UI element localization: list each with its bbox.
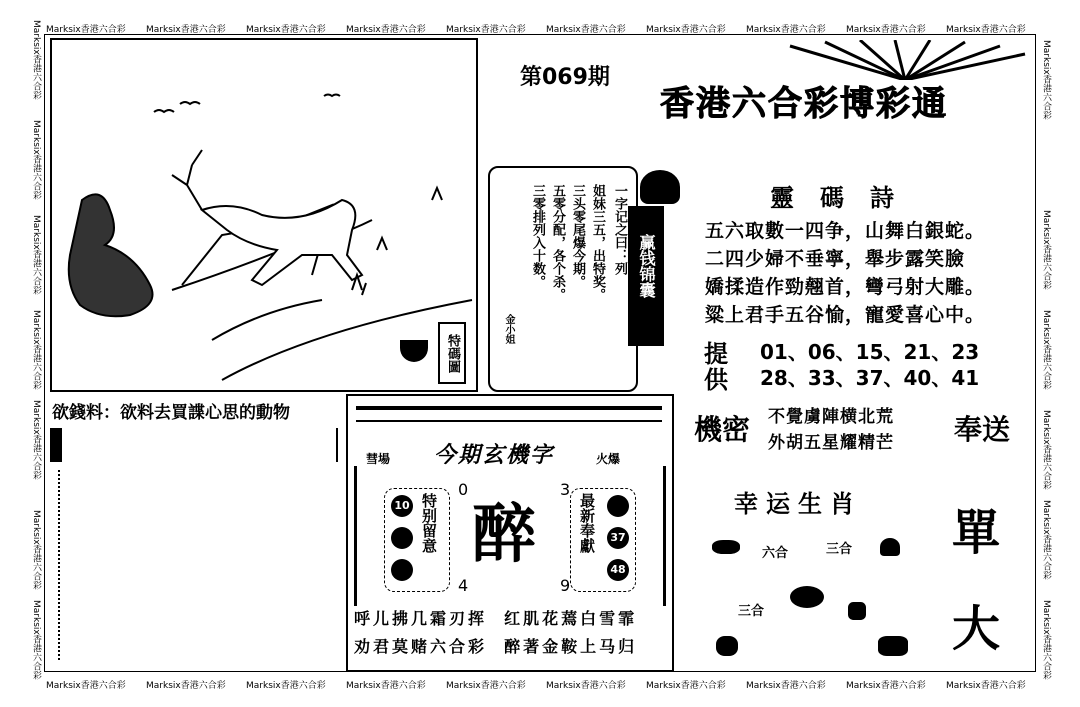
watermark-text: Marksix香港六合彩 — [846, 681, 926, 691]
scroll-author: 金小姐 — [503, 314, 514, 344]
poem-line: 二四少婦不垂寧，舉步露笑臉 — [705, 248, 966, 270]
mystery-big-char: 醉 — [472, 497, 536, 572]
ti-values: 01、06、15、21、23 — [760, 340, 980, 364]
watermark-text: Marksix香港六合彩 — [1041, 500, 1051, 580]
pouch-panel — [628, 206, 664, 346]
scroll-line: 姐妹三五，出特奖。 — [590, 184, 605, 301]
watermark-text: Marksix香港六合彩 — [346, 681, 426, 691]
watermark-text: Marksix香港六合彩 — [446, 681, 526, 691]
mystery-poem-line: 劝君莫赌六合彩 醉著金鞍上马归 — [354, 637, 638, 656]
deer-illustration — [52, 40, 476, 390]
number-circle: 10 — [391, 495, 413, 517]
horse-icon — [878, 636, 908, 656]
pouch-label: 赢钱锦囊 — [637, 234, 656, 298]
number-circle: 37 — [607, 527, 629, 549]
watermark-text: Marksix香港六合彩 — [146, 25, 226, 35]
secret-left: 機密 — [694, 413, 751, 446]
tema-tu-label: 特碼圖 — [438, 322, 466, 384]
monkey-icon — [880, 538, 900, 556]
ti-label: 提 — [704, 340, 728, 368]
number-circle — [607, 495, 629, 517]
scroll-line: 三零排列入十数。 — [530, 184, 545, 288]
corner-number: 3 — [560, 480, 571, 499]
watermark-text: Marksix香港六合彩 — [46, 681, 126, 691]
riddle-marker — [50, 428, 62, 462]
watermark-text: Marksix香港六合彩 — [1041, 600, 1051, 680]
right-words: 最新奉獻 — [578, 493, 596, 553]
sanhe-label: 六合 — [762, 546, 789, 561]
watermark-text: Marksix香港六合彩 — [1041, 310, 1051, 390]
dragon-icon — [790, 586, 824, 608]
mystery-right-tag: 火爆 — [596, 452, 621, 466]
corner-number: 9 — [560, 576, 571, 595]
poem-line: 五六取數一四争，山舞白銀蛇。 — [705, 220, 986, 242]
watermark-text: Marksix香港六合彩 — [31, 310, 41, 390]
money-bag-icon — [640, 170, 680, 204]
watermark-text: Marksix香港六合彩 — [1041, 210, 1051, 290]
mystery-poem-line: 呼儿拂几霜刃挥 红肌花蔫白雪霏 — [354, 609, 638, 628]
ox-icon — [848, 602, 866, 620]
left-words: 特别留意 — [420, 493, 438, 553]
ornament-right — [653, 466, 666, 606]
number-circle — [391, 527, 413, 549]
watermark-text: Marksix香港六合彩 — [446, 25, 526, 35]
watermark-text: Marksix香港六合彩 — [646, 681, 726, 691]
poem-line: 嬌揉造作勁翹首，彎弓射大雕。 — [705, 276, 986, 298]
watermark-text: Marksix香港六合彩 — [31, 510, 41, 590]
scroll-panel — [488, 166, 638, 392]
ornament-left — [354, 466, 367, 606]
watermark-text: Marksix香港六合彩 — [31, 600, 41, 680]
watermark-text: Marksix香港六合彩 — [546, 25, 626, 35]
mystery-panel — [346, 394, 674, 672]
watermark-text: Marksix香港六合彩 — [1041, 40, 1051, 120]
watermark-text: Marksix香港六合彩 — [946, 681, 1026, 691]
poem-line: 粱上君手五谷愉，寵愛喜心中。 — [705, 304, 986, 326]
issue-number: 第069期 — [520, 65, 610, 90]
watermark-text: Marksix香港六合彩 — [746, 681, 826, 691]
riddle-label: 欲錢料：欲料去買諜心思的動物 — [52, 403, 290, 423]
watermark-text: Marksix香港六合彩 — [246, 25, 326, 35]
goat-icon — [716, 636, 738, 656]
brand-title: 香港六合彩博彩通 — [660, 84, 948, 124]
left-box — [384, 488, 450, 592]
watermark-text: Marksix香港六合彩 — [31, 400, 41, 480]
watermark-text: Marksix香港六合彩 — [346, 25, 426, 35]
lucky-title: 幸运生肖 — [734, 489, 862, 518]
secret-line: 外胡五星耀精芒 — [768, 433, 894, 453]
watermark-text: Marksix香港六合彩 — [846, 25, 926, 35]
mystery-left-tag: 彗場 — [366, 452, 391, 466]
cauldron-icon — [400, 340, 428, 362]
gong-values: 28、33、37、40、41 — [760, 366, 980, 390]
watermark-text: Marksix香港六合彩 — [546, 681, 626, 691]
watermark-text: Marksix香港六合彩 — [146, 681, 226, 691]
watermark-text: Marksix香港六合彩 — [246, 681, 326, 691]
right-box — [570, 488, 636, 592]
number-circle — [391, 559, 413, 581]
watermark-text: Marksix香港六合彩 — [31, 20, 41, 100]
secret-line: 不覺虜陣横北荒 — [768, 407, 894, 427]
gong-label: 供 — [704, 366, 728, 394]
dotted-divider — [58, 470, 62, 660]
mystery-title: 今期玄機字 — [434, 442, 555, 468]
sanhe-label: 三合 — [826, 542, 853, 557]
scroll-title: 一字记之曰：列 — [612, 184, 627, 275]
rat-icon — [712, 540, 740, 554]
watermark-text: Marksix香港六合彩 — [746, 25, 826, 35]
scroll-line: 三头零尾爆今期。 — [570, 184, 585, 288]
watermark-text: Marksix香港六合彩 — [31, 215, 41, 295]
watermark-text: Marksix香港六合彩 — [31, 120, 41, 200]
number-circle: 48 — [607, 559, 629, 581]
corner-number: 4 — [458, 576, 469, 595]
watermark-text: Marksix香港六合彩 — [946, 25, 1026, 35]
illustration-panel — [50, 38, 478, 392]
ornament-top — [356, 406, 662, 422]
riddle-divider — [336, 428, 338, 462]
scroll-line: 五零分配，各个杀。 — [550, 184, 565, 301]
watermark-text: Marksix香港六合彩 — [646, 25, 726, 35]
watermark-text: Marksix香港六合彩 — [1041, 410, 1051, 490]
secret-right: 奉送 — [954, 413, 1011, 446]
da-label: 大 — [952, 601, 1001, 657]
watermark-text: Marksix香港六合彩 — [46, 25, 126, 35]
sunburst-decoration — [780, 40, 1030, 80]
poem-title: 靈碼詩 — [770, 183, 920, 212]
sanhe-label: 三合 — [738, 604, 765, 619]
dan-label: 單 — [952, 505, 1001, 561]
corner-number: 0 — [458, 480, 469, 499]
